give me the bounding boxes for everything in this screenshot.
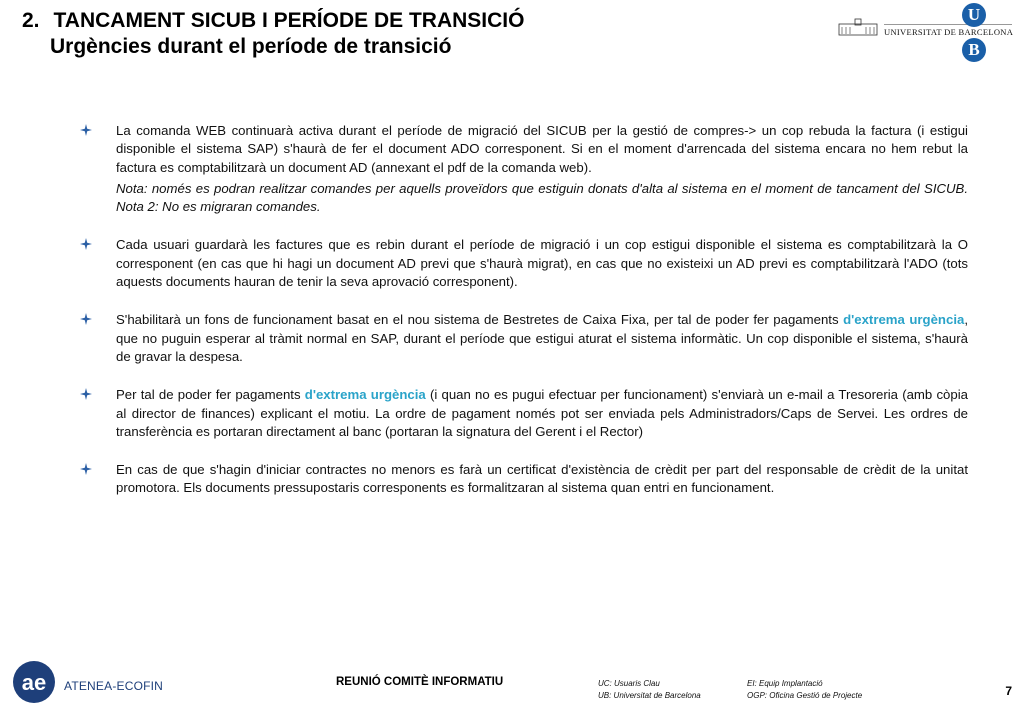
section-number: 2. (22, 9, 40, 32)
slide-subtitle: Urgències durant el període de transició (50, 35, 452, 58)
logo-u-mark: U (962, 3, 986, 27)
list-item (80, 236, 968, 291)
building-icon (838, 18, 878, 36)
diamond-bullet-icon (80, 313, 92, 325)
logo-rule (884, 24, 1012, 25)
diamond-bullet-icon (80, 463, 92, 475)
bullet-text-part: (i quan no es pugui efectuar per funcionament) s'enviarà un e-mail a Tresoreria (amb còpia al director de finances) explicant el motiu. La ordre de pagament només pot ser enviada pels Administradors/Caps de Servei. Les ordres de transferència es portaran directament al banc (portaran la signatura del Gerent i el Rector) (116, 387, 968, 439)
list-item (80, 461, 968, 498)
logo-b-mark: B (962, 38, 986, 62)
urgency-highlight: d'extrema urgència (843, 312, 965, 328)
bullet-list (80, 122, 968, 498)
bullet-text-part: , que no puguin esperar al tràmit normal en SAP, durant el període que estigui aturat el sistema informàtic. Un cop disponible el sistema, s'haurà de gravar la despesa. (116, 312, 968, 364)
slide-title (22, 8, 524, 34)
atenea-logo-icon (12, 660, 56, 704)
university-logo (838, 0, 1018, 66)
title-text: TANCAMENT SICUB I PERÍODE DE TRANSICIÓ (53, 9, 525, 32)
slide-title-block (22, 8, 524, 60)
bullet-text-part: Per tal de poder fer pagaments (116, 387, 305, 403)
list-item (80, 386, 968, 441)
legend-item: UB: Universitat de Barcelona (598, 691, 701, 700)
bullet-text: Cada usuari guardarà les factures que es rebin durant el període de migració i un cop estigui disponible el sistema es comptabilitzarà la O corresponent (en cas que hi hagi un document AD previ que s'haurà migrat), en cas que no existeixi un AD previ es comptabilitzarà l'ADO (tots aquests documents hauran de tenir la seva aprovació corresponent). (116, 237, 968, 290)
bullet-text: En cas de que s'hagin d'iniciar contractes no menors es farà un certificat d'existència de crèdit per part del responsable de crèdit de la unitat promotora. Els documents pressupostaris corresponents es formalitzaran al sistema quan entri en funcionament. (116, 462, 968, 496)
legend-right (747, 678, 862, 702)
legend-item: EI: Equip Implantació (747, 679, 823, 688)
svg-text:ae: ae (21, 670, 47, 695)
diamond-bullet-icon (80, 238, 92, 250)
page-number: 7 (1005, 684, 1012, 698)
diamond-bullet-icon (80, 388, 92, 400)
slide-footer (0, 652, 1024, 709)
university-name: UNIVERSITAT DE BARCELONA (884, 27, 1014, 37)
list-item (80, 122, 968, 177)
brand-name: ATENEA-ECOFIN (64, 679, 164, 693)
legend-left (598, 678, 701, 702)
list-item (80, 311, 968, 366)
bullet-text: La comanda WEB continuarà activa durant el període de migració del SICUB per la gestió de compres-> un cop rebuda la factura (i estigui disponible el sistema SAP) s'haurà de fer el document ADO corresponent. Si en el moment d'arrencada del sistema encara no hem rebut la factura es comptabilitzarà un document AD (annexant el pdf de la comanda web). (116, 123, 968, 175)
diamond-bullet-icon (80, 124, 92, 136)
meeting-title: REUNIÓ COMITÈ INFORMATIU (336, 676, 504, 688)
bullet-note: Nota: només es podran realitzar comandes per aquells proveïdors que estiguin donats d'alta al sistema en el moment de tancament del SICUB. Nota 2: No es migraran comandes. (116, 180, 968, 215)
legend-item: OGP: Oficina Gestió de Projecte (747, 691, 863, 700)
legend-item: UC: Usuaris Clau (598, 679, 660, 688)
bullet-text-part: S'habilitarà un fons de funcionament basat en el nou sistema de Bestretes de Caixa Fixa, per tal de poder fer pagaments (116, 312, 844, 328)
urgency-highlight: d'extrema urgència (304, 387, 426, 403)
bullet-text (116, 311, 968, 366)
bullet-text (116, 386, 968, 441)
